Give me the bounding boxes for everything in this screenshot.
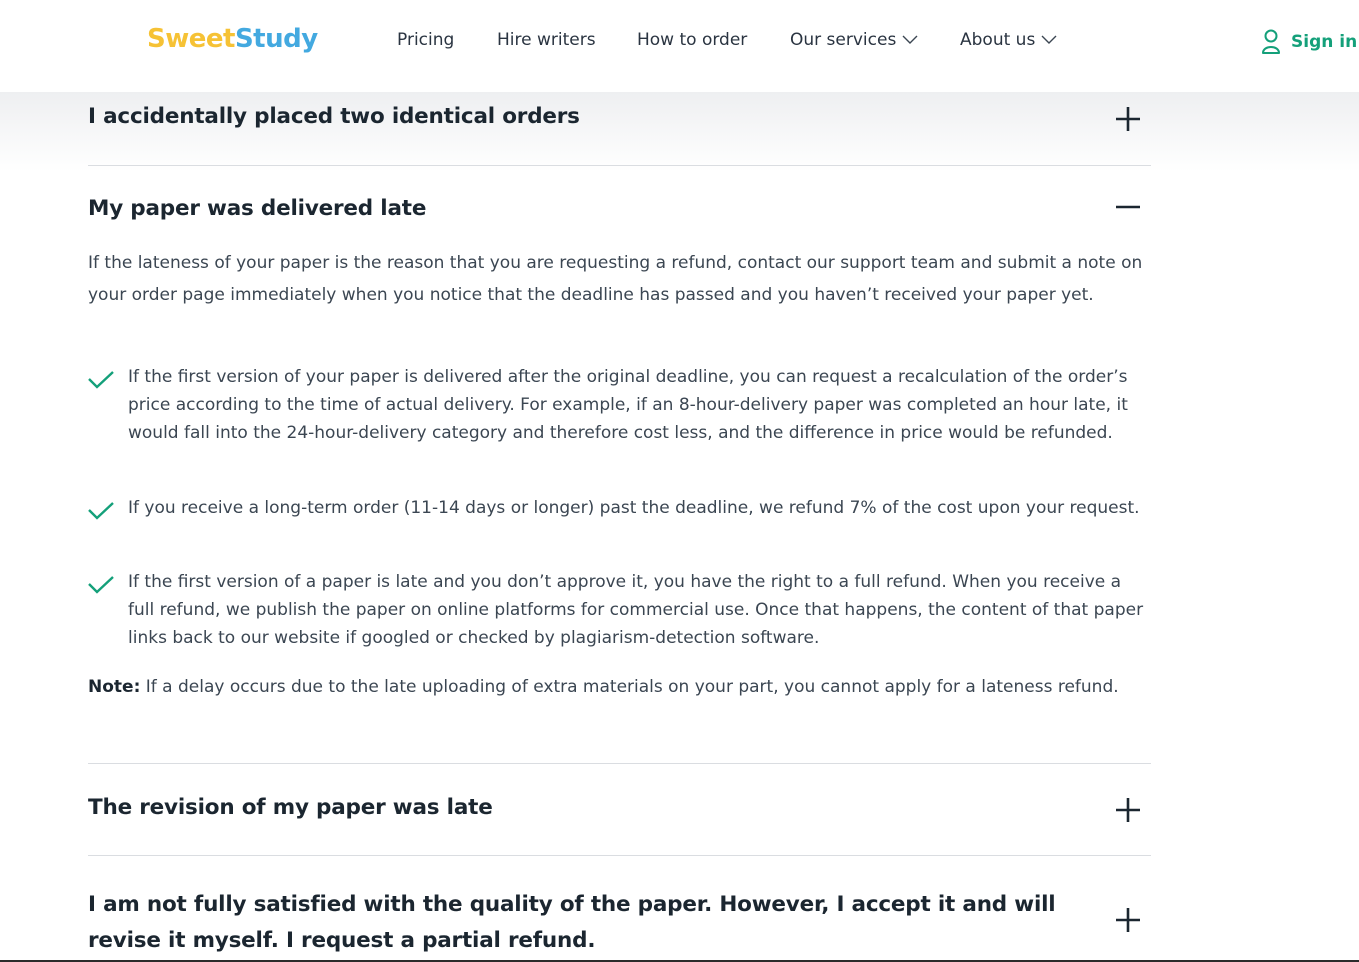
faq-question-delivered-late[interactable]: My paper was delivered late: [88, 196, 427, 221]
logo-part-study: Study: [234, 24, 318, 54]
faq-answer-intro: If the lateness of your paper is the reason that you are requesting a refund, contact our support team and submit a note on your order page immediately when you notice that the deadline has passed and you haven’t received your paper yet.: [88, 253, 1143, 305]
chevron-down-icon: [902, 35, 918, 45]
nav-about-us[interactable]: [960, 30, 1057, 50]
nav-our-services[interactable]: [790, 30, 918, 50]
plus-icon[interactable]: [1114, 796, 1142, 824]
check-icon: [88, 575, 114, 595]
list-item-text: If you receive a long-term order (11-14 days or longer) past the deadline, we refund 7% of the cost upon your request.: [128, 498, 1140, 518]
nav-our-services-label: Our services: [790, 30, 897, 50]
faq-question-identical-orders[interactable]: I accidentally placed two identical orders: [88, 104, 580, 129]
nav-pricing[interactable]: [397, 30, 454, 50]
plus-icon[interactable]: [1114, 105, 1142, 133]
nav-hire-writers[interactable]: [497, 30, 596, 50]
nav-about-us-label: About us: [960, 30, 1036, 50]
nav-how-to-order-label: How to order: [637, 30, 748, 50]
minus-icon[interactable]: [1114, 193, 1142, 221]
logo-part-sweet: Sweet: [147, 24, 235, 54]
nav-pricing-label: Pricing: [397, 30, 455, 50]
user-icon: [1261, 29, 1281, 55]
faq-question-revision-late[interactable]: The revision of my paper was late: [88, 795, 493, 820]
logo[interactable]: [147, 24, 318, 54]
divider: [88, 165, 1151, 166]
note-text: If a delay occurs due to the late uploading of extra materials on your part, you cannot apply for a lateness refund.: [140, 677, 1119, 697]
nav-hire-writers-label: Hire writers: [497, 30, 596, 50]
check-icon: [88, 370, 114, 390]
list-item-text: If the first version of a paper is late and you don’t approve it, you have the right to a full refund. When you receive a full refund, we publish the paper on online platforms for commercial use. Once that happens, the content of that paper links back to our website if googled or checked by plagiarism-detection software.: [128, 572, 1144, 648]
divider: [88, 763, 1151, 764]
site-header: [0, 0, 1359, 92]
check-icon: [88, 501, 114, 521]
note-label: Note:: [88, 677, 141, 697]
faq-answer-note: [88, 671, 1153, 703]
faq-question-partial-refund[interactable]: I am not fully satisfied with the quality of the paper. However, I accept it and will revise it myself. I request a partial refund.: [88, 892, 1056, 953]
sign-in-label: Sign in: [1291, 32, 1358, 52]
plus-icon[interactable]: [1114, 906, 1142, 934]
chevron-down-icon: [1041, 35, 1057, 45]
nav-how-to-order[interactable]: [637, 30, 747, 50]
sign-in-button[interactable]: [1261, 29, 1357, 55]
divider: [88, 855, 1151, 856]
list-item-text: If the first version of your paper is delivered after the original deadline, you can request a recalculation of the order’s price according to the time of actual delivery. For example, if an 8-hour-delivery paper was completed an hour late, it would fall into the 24-hour-delivery category and therefore cost less, and the difference in price would be refunded.: [128, 367, 1128, 443]
